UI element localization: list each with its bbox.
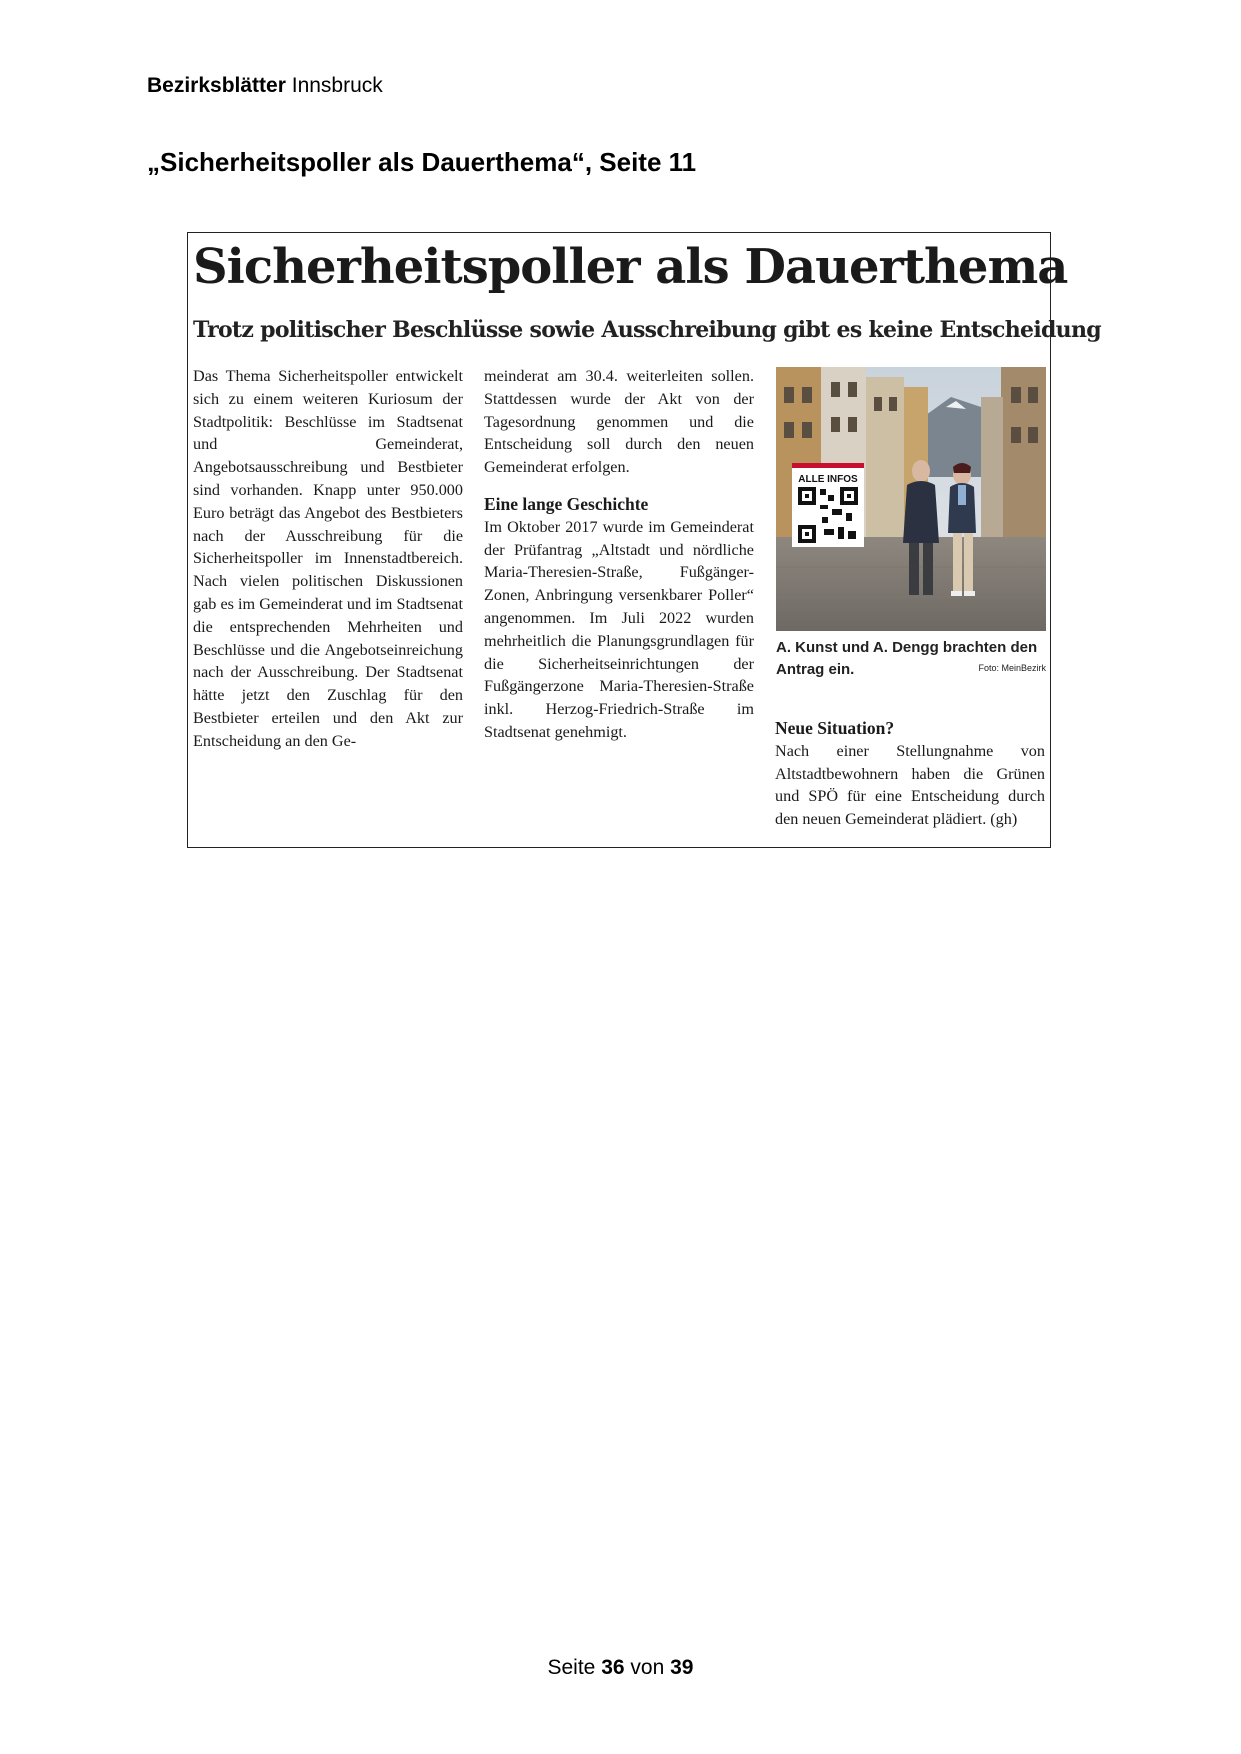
photo-caption: A. Kunst und A. Dengg brachten den Antrag ein.: [776, 639, 1038, 678]
article-title: Sicherheitspoller als Dauerthema: [193, 239, 1068, 295]
photo-credit: Foto: MeinBezirk: [978, 663, 1046, 673]
article-column-3: [775, 703, 1045, 831]
article-column-1: Das Thema Sicherheitspoller entwickelt sich zu einem weiteren Kuriosum der Stadtpolitik: Beschlüsse im Stadtsenat und Gemeinderat, Angebotsausschreibung und Bestbieter sind vorhanden. Knapp unter 950.000 Euro beträgt das Angebot des Bestbieters nach der Ausschreibung für die Sicherheitspoller im Innenstadtbereich. Nach vielen politischen Diskussionen gab es im Gemeinderat und im Stadtsenat die entsprechenden Mehrheiten und Beschlüsse und die Angebotseinreichung nach der Ausschreibung. Der Stadtsenat hätte jetzt den Zuschlag für den Bestbieter erteilen und den Akt zur Entscheidung an den Ge-: [193, 367, 463, 750]
qr-label: ALLE INFOS: [798, 474, 858, 485]
section-text-new-situation: Nach einer Stellungnahme von Altstadtbewohnern haben die Grünen und SPÖ für eine Entscheidung durch den neuen Gemeinderat plädiert. (gh): [775, 741, 1045, 829]
section-text-history: Im Oktober 2017 wurde im Gemeinderat der Prüfantrag „Altstadt und nördliche Maria-Theresien-Straße, Fußgänger-Zonen, Anbringung versenkbarer Poller“ angenommen. Im Juli 2022 wurden mehrheitlich die Planungsgrundlagen für die Sicherheitseinrichtungen der Fußgängerzone Maria-Theresien-Straße inkl. Herzog-Friedrich-Straße im Stadtsenat genehmigt.: [484, 517, 754, 741]
footer-middle: von: [630, 1656, 665, 1679]
section-heading-new-situation: Neue Situation?: [775, 718, 895, 738]
footer-prefix: Seite: [547, 1656, 596, 1679]
article-reference: „Sicherheitspoller als Dauerthema“, Seite 11: [147, 147, 697, 177]
publication-name: Bezirksblätter: [147, 74, 286, 97]
newspaper-clipping: [187, 232, 1101, 848]
photo-caption-box: [776, 637, 1046, 681]
publication-header: [147, 74, 383, 98]
section-heading-history: Eine lange Geschichte: [484, 493, 649, 514]
column-2-intro: meinderat am 30.4. weiterleiten sollen. Stattdessen wurde der Akt von der Tagesordnung genommen und die Entscheidung soll durch den neuen Gemeinderat erfolgen.: [484, 367, 754, 477]
article-column-2: [484, 365, 754, 744]
page-total: 39: [670, 1656, 694, 1679]
article-subtitle: Trotz politischer Beschlüsse sowie Ausschreibung gibt es keine Entscheidung: [193, 317, 1101, 343]
street-photo-image: [776, 367, 1046, 631]
article-photo: [776, 367, 1046, 631]
publication-region: Innsbruck: [291, 74, 383, 97]
page-number: 36: [601, 1656, 625, 1679]
page-footer: [0, 1656, 1241, 1680]
